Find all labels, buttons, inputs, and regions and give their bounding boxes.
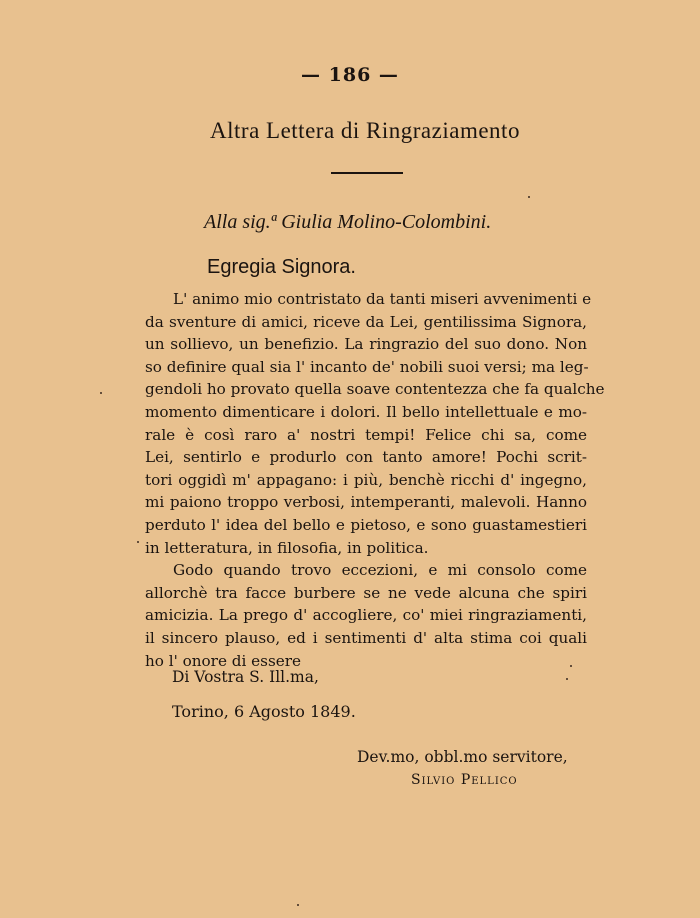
body-line: allorchè tra facce burbere se ne vede alcuna che spiri [145,583,587,602]
paper-speck [297,904,299,906]
signoff-line: Dev.mo, obbl.mo servitore, [357,748,568,766]
body-line: Lei, sentirlo e produrlo con tanto amore! Pochi scrit- [145,448,587,467]
body-line: L' animo mio contristato da tanti miseri avvenimenti e [173,290,592,308]
paper-speck [528,196,530,198]
body-line: il sincero plauso, ed i sentimenti d' alta stima coi quali [145,628,587,647]
body-line: so definire qual sia l' incanto de' nobili suoi versi; ma leg- [145,357,589,376]
letter-body [145,288,605,672]
body-line: momento dimenticare i dolori. Il bello intellettuale e mo- [145,402,587,421]
body-line: mi paiono troppo verbosi, intemperanti, malevoli. Hanno [145,493,587,512]
page-number: — 186 — [301,64,399,86]
greeting: Egregia Signora. [207,256,356,278]
body-line: perduto l' idea del bello e pietoso, e sono guastamestieri [145,515,587,534]
date-line: Torino, 6 Agosto 1849. [172,702,356,721]
letter-title: Altra Lettera di Ringraziamento [210,118,520,143]
body-line: da sventure di amici, riceve da Lei, gentilissima Signora, [145,312,587,331]
body-line: Godo quando trovo eccezioni, e mi consolo come [173,561,587,580]
title-divider [331,172,403,174]
paper-speck [566,678,568,680]
addressee-line: Alla sig.ª Giulia Molino-Colombini. [204,211,492,233]
paper-speck [100,392,102,394]
body-line: tori oggidì m' appagano: i più, benchè ricchi d' ingegno, [145,470,587,489]
body-line: gendoli ho provato quella soave contentezza che fa qualche [145,380,605,399]
body-line: ho l' onore di essere [145,651,301,670]
closing-line: Di Vostra S. Ill.ma, [172,668,319,686]
paper-speck [137,541,139,543]
body-line: rale è così raro a' nostri tempi! Felice chi sa, come [145,425,587,444]
body-line: amicizia. La prego d' accogliere, co' miei ringraziamenti, [145,606,587,625]
paper-speck [570,665,572,667]
body-line: in letteratura, in filosofia, in politica. [145,538,429,557]
body-line: un sollievo, un benefizio. La ringrazio del suo dono. Non [145,335,587,354]
signature: Silvio Pellico [411,772,518,788]
